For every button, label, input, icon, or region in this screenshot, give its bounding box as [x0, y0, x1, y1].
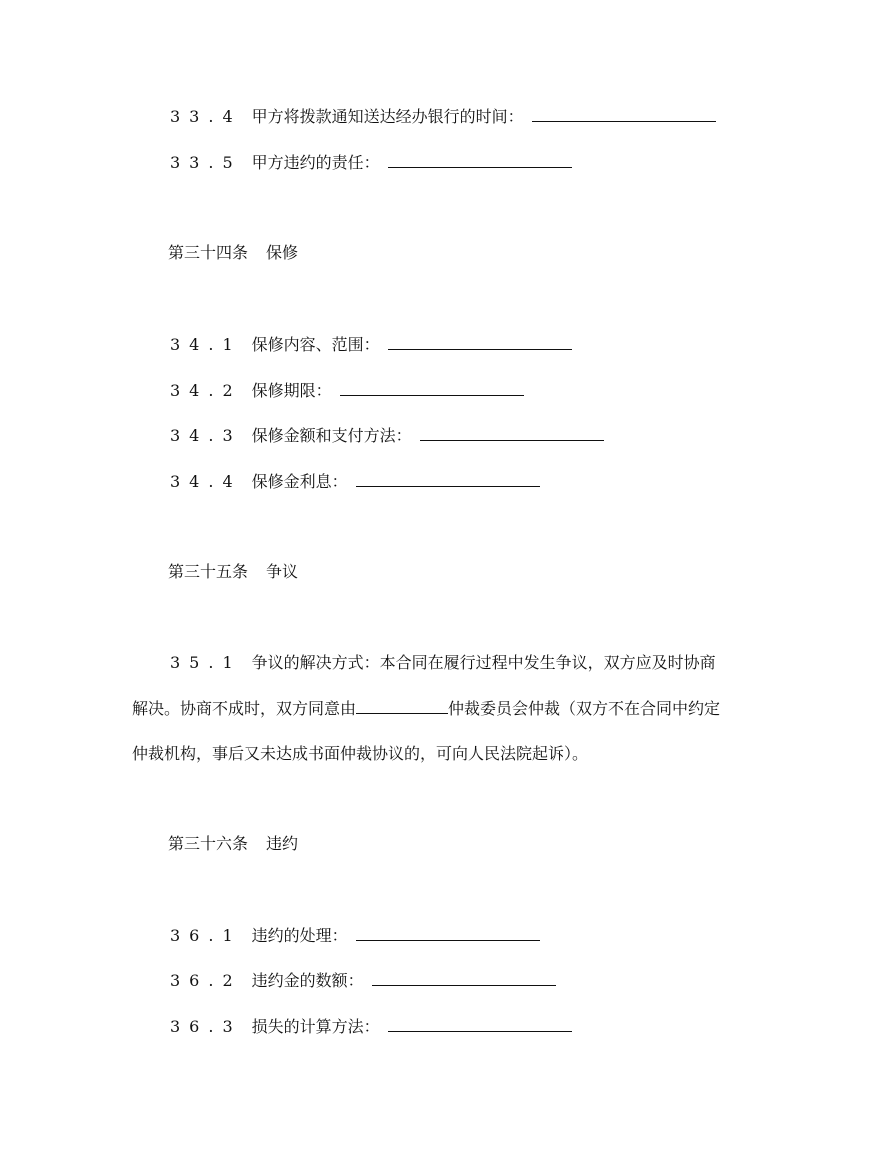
fill-blank[interactable]	[420, 426, 604, 441]
clause-34-4	[170, 472, 540, 492]
clause-36-1	[170, 926, 540, 946]
clause-text: 解决。协商不成时，双方同意由	[132, 699, 357, 718]
clause-number: 33.5	[170, 153, 242, 172]
clause-number: 34.3	[170, 426, 242, 445]
fill-blank[interactable]	[356, 926, 540, 941]
heading-subject: 争议	[266, 562, 299, 581]
clause-text: 保修期限：	[251, 381, 332, 400]
fill-blank[interactable]	[388, 1017, 572, 1032]
section-heading-34	[168, 243, 298, 263]
clause-number: 36.1	[170, 926, 242, 945]
fill-blank[interactable]	[372, 971, 556, 986]
section-heading-35	[168, 562, 298, 582]
clause-number: 35.1	[170, 653, 242, 672]
clause-number: 34.1	[170, 335, 242, 354]
clause-35-1-line-1	[170, 653, 810, 673]
fill-blank[interactable]	[356, 472, 540, 487]
heading-subject: 保修	[266, 243, 299, 262]
clause-text: 保修内容、范围：	[251, 335, 380, 354]
clause-text: 争议的解决方式：本合同在履行过程中发生争议，双方应及时协商	[251, 653, 716, 672]
clause-text: 保修金额和支付方法：	[251, 426, 412, 445]
clause-34-3	[170, 426, 604, 446]
clause-text: 违约的处理：	[251, 926, 348, 945]
clause-text: 违约金的数额：	[251, 971, 364, 990]
clause-number: 34.2	[170, 381, 242, 400]
clause-number: 33.4	[170, 107, 242, 126]
clause-36-2	[170, 971, 556, 991]
heading-title: 第三十四条	[168, 243, 249, 262]
clause-text: 甲方违约的责任：	[251, 153, 380, 172]
fill-blank[interactable]	[388, 153, 572, 168]
clause-34-1	[170, 335, 572, 355]
clause-number: 36.3	[170, 1017, 242, 1036]
clause-number: 36.2	[170, 971, 242, 990]
section-heading-36	[168, 834, 298, 854]
clause-35-1-line-3	[132, 744, 772, 764]
clause-34-2	[170, 381, 524, 401]
fill-blank[interactable]	[356, 699, 448, 714]
clause-33-4	[170, 107, 716, 127]
fill-blank[interactable]	[388, 335, 572, 350]
fill-blank[interactable]	[340, 381, 524, 396]
clause-number: 34.4	[170, 472, 242, 491]
clause-text: 保修金利息：	[251, 472, 348, 491]
clause-text: 甲方将拨款通知送达经办银行的时间：	[251, 107, 524, 126]
clause-33-5	[170, 153, 572, 173]
clause-35-1-line-2	[132, 699, 772, 719]
fill-blank[interactable]	[532, 107, 716, 122]
clause-text: 仲裁机构，事后又未达成书面仲裁协议的，可向人民法院起诉）。	[132, 744, 589, 763]
clause-text: 仲裁委员会仲裁（双方不在合同中约定	[448, 699, 721, 718]
heading-title: 第三十六条	[168, 834, 249, 853]
clause-text: 损失的计算方法：	[251, 1017, 380, 1036]
heading-title: 第三十五条	[168, 562, 249, 581]
heading-subject: 违约	[266, 834, 299, 853]
clause-36-3	[170, 1017, 572, 1037]
